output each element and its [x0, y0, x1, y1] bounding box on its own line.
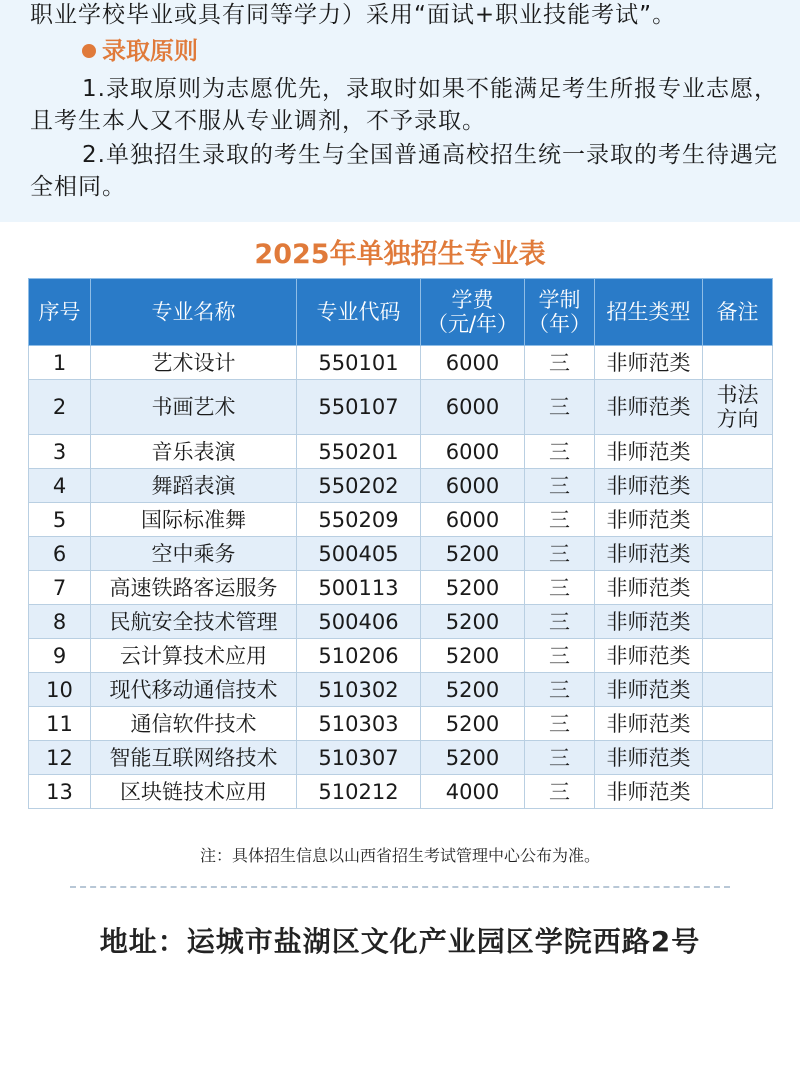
cell-remark — [703, 503, 773, 537]
cell-fee: 6000 — [421, 346, 525, 380]
cell-fee: 5200 — [421, 707, 525, 741]
address: 地址：运城市盐湖区文化产业园区学院西路2号 — [99, 925, 701, 958]
cell-fee: 4000 — [421, 775, 525, 809]
cell-no: 3 — [29, 435, 91, 469]
rule2-line2: 全相同。 — [30, 174, 126, 200]
cell-remark — [703, 469, 773, 503]
cell-years: 三 — [525, 346, 595, 380]
header-years-line1: 学制 — [538, 288, 581, 312]
cell-remark — [703, 775, 773, 809]
cell-name: 智能互联网络技术 — [91, 741, 297, 775]
cell-fee: 6000 — [421, 380, 525, 435]
cell-code: 550101 — [297, 346, 421, 380]
cell-type: 非师范类 — [595, 673, 703, 707]
cell-years: 三 — [525, 707, 595, 741]
table-row — [29, 673, 773, 707]
table-row — [29, 346, 773, 380]
cell-no: 2 — [29, 380, 91, 435]
cell-name: 空中乘务 — [91, 537, 297, 571]
cell-no: 13 — [29, 775, 91, 809]
table-row — [29, 537, 773, 571]
header-code: 专业代码 — [297, 279, 421, 346]
cell-remark — [703, 380, 773, 435]
cell-years: 三 — [525, 775, 595, 809]
cell-type: 非师范类 — [595, 435, 703, 469]
table-row — [29, 469, 773, 503]
cell-type: 非师范类 — [595, 537, 703, 571]
dashed-divider — [70, 886, 730, 888]
cell-fee: 5200 — [421, 571, 525, 605]
cell-type: 非师范类 — [595, 503, 703, 537]
header-fee-line2: （元/年） — [426, 312, 519, 336]
cell-years: 三 — [525, 537, 595, 571]
cell-no: 9 — [29, 639, 91, 673]
header-fee-line1: 学费 — [451, 288, 494, 312]
header-no: 序号 — [29, 279, 91, 346]
cell-years: 三 — [525, 639, 595, 673]
cell-type: 非师范类 — [595, 639, 703, 673]
cell-remark — [703, 435, 773, 469]
cell-years: 三 — [525, 741, 595, 775]
cell-type: 非师范类 — [595, 775, 703, 809]
cell-code: 510302 — [297, 673, 421, 707]
table-row — [29, 741, 773, 775]
cell-no: 8 — [29, 605, 91, 639]
section-heading-text: 录取原则 — [102, 37, 198, 65]
cell-type: 非师范类 — [595, 346, 703, 380]
cell-years: 三 — [525, 380, 595, 435]
cell-years: 三 — [525, 469, 595, 503]
table-title: 2025年单独招生专业表 — [254, 239, 546, 270]
table-row — [29, 707, 773, 741]
cell-code: 550201 — [297, 435, 421, 469]
cell-remark — [703, 346, 773, 380]
cell-years: 三 — [525, 435, 595, 469]
cell-type: 非师范类 — [595, 707, 703, 741]
intro-line-admission-method: 职业学校毕业或具有同等学力）采用“面试+职业技能考试”。 — [30, 2, 677, 28]
cell-no: 10 — [29, 673, 91, 707]
table-row — [29, 503, 773, 537]
cell-remark — [703, 673, 773, 707]
footnote: 注：具体招生信息以山西省招生考试管理中心公布为准。 — [199, 846, 600, 865]
cell-fee: 6000 — [421, 469, 525, 503]
cell-name: 艺术设计 — [91, 346, 297, 380]
cell-fee: 5200 — [421, 639, 525, 673]
majors-table — [28, 278, 773, 809]
table-row — [29, 639, 773, 673]
cell-name: 音乐表演 — [91, 435, 297, 469]
table-row — [29, 571, 773, 605]
cell-type: 非师范类 — [595, 380, 703, 435]
table-row — [29, 775, 773, 809]
cell-remark — [703, 741, 773, 775]
cell-fee: 6000 — [421, 435, 525, 469]
header-name: 专业名称 — [91, 279, 297, 346]
cell-code: 510307 — [297, 741, 421, 775]
cell-no: 4 — [29, 469, 91, 503]
cell-years: 三 — [525, 503, 595, 537]
rule1-line2: 且考生本人又不服从专业调剂，不予录取。 — [30, 108, 486, 134]
cell-type: 非师范类 — [595, 571, 703, 605]
cell-remark-line1: 书法 — [716, 383, 759, 407]
cell-fee: 6000 — [421, 503, 525, 537]
rule1-line1: 1.录取原则为志愿优先，录取时如果不能满足考生所报专业志愿， — [82, 76, 778, 102]
cell-name: 通信软件技术 — [91, 707, 297, 741]
header-years-line2: （年） — [528, 312, 591, 336]
bullet-dot-icon — [82, 44, 96, 58]
cell-code: 500113 — [297, 571, 421, 605]
header-remark: 备注 — [703, 279, 773, 346]
cell-no: 6 — [29, 537, 91, 571]
cell-name: 书画艺术 — [91, 380, 297, 435]
cell-type: 非师范类 — [595, 741, 703, 775]
cell-code: 550202 — [297, 469, 421, 503]
rule2-line1: 2.单独招生录取的考生与全国普通高校招生统一录取的考生待遇完 — [82, 142, 778, 168]
cell-no: 1 — [29, 346, 91, 380]
cell-remark-line2: 方向 — [716, 407, 759, 431]
table-header-row — [29, 279, 773, 346]
cell-code: 550209 — [297, 503, 421, 537]
cell-name: 区块链技术应用 — [91, 775, 297, 809]
cell-name: 高速铁路客运服务 — [91, 571, 297, 605]
cell-remark — [703, 571, 773, 605]
cell-code: 500405 — [297, 537, 421, 571]
cell-name: 舞蹈表演 — [91, 469, 297, 503]
cell-remark — [703, 639, 773, 673]
cell-name: 现代移动通信技术 — [91, 673, 297, 707]
cell-code: 510206 — [297, 639, 421, 673]
cell-name: 云计算技术应用 — [91, 639, 297, 673]
cell-no: 11 — [29, 707, 91, 741]
cell-remark — [703, 605, 773, 639]
cell-fee: 5200 — [421, 673, 525, 707]
cell-type: 非师范类 — [595, 605, 703, 639]
cell-remark — [703, 707, 773, 741]
header-fee — [421, 279, 525, 346]
cell-no: 7 — [29, 571, 91, 605]
cell-code: 500406 — [297, 605, 421, 639]
cell-years: 三 — [525, 605, 595, 639]
cell-name: 国际标准舞 — [91, 503, 297, 537]
cell-fee: 5200 — [421, 605, 525, 639]
cell-code: 510303 — [297, 707, 421, 741]
cell-fee: 5200 — [421, 537, 525, 571]
table-row — [29, 605, 773, 639]
cell-no: 12 — [29, 741, 91, 775]
cell-name: 民航安全技术管理 — [91, 605, 297, 639]
cell-type: 非师范类 — [595, 469, 703, 503]
table-row — [29, 435, 773, 469]
cell-code: 550107 — [297, 380, 421, 435]
cell-years: 三 — [525, 673, 595, 707]
cell-fee: 5200 — [421, 741, 525, 775]
cell-code: 510212 — [297, 775, 421, 809]
header-years — [525, 279, 595, 346]
table-row — [29, 380, 773, 435]
cell-years: 三 — [525, 571, 595, 605]
cell-no: 5 — [29, 503, 91, 537]
header-type: 招生类型 — [595, 279, 703, 346]
table-body — [29, 346, 773, 809]
cell-remark — [703, 537, 773, 571]
section-heading-admission-principles — [82, 36, 198, 66]
